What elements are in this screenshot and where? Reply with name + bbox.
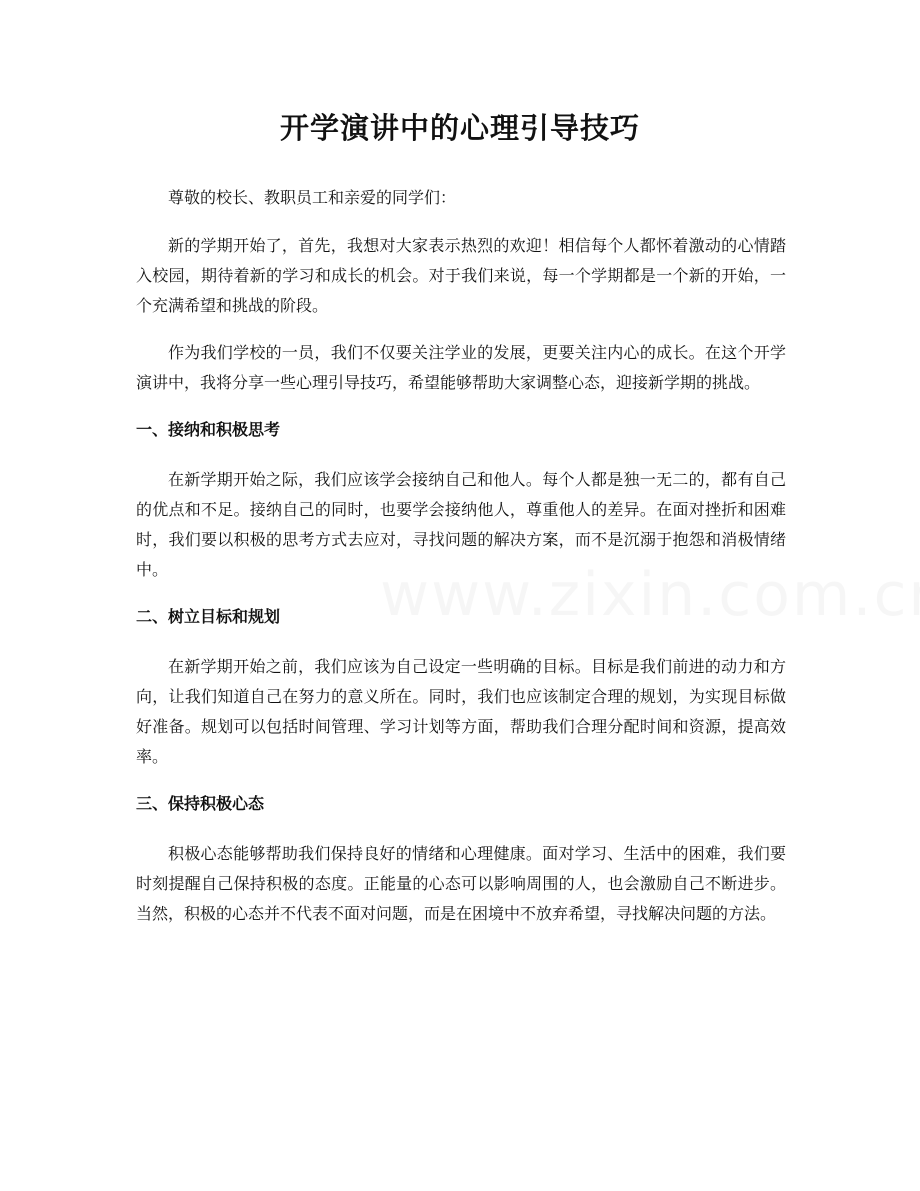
intro-paragraph: 作为我们学校的一员，我们不仅要关注学业的发展，更要关注内心的成长。在这个开学演讲中，我将分享一些心理引导技巧，希望能够帮助大家调整心态，迎接新学期的挑战。 [136,343,786,392]
document-title: 开学演讲中的心理引导技巧 [279,111,640,145]
section [136,415,786,585]
greeting: 尊敬的校长、教职员工和亲爱的同学们： [168,188,457,207]
section-paragraph: 积极心态能够帮助我们保持良好的情绪和心理健康。面对学习、生活中的困难，我们要时刻提醒自己保持积极的态度。正能量的心态可以影响周围的人，也会激励自己不断进步。当然，积极的心态并不代表不面对问题，而是在困境中不放弃希望，寻找解决问题的方法。 [136,844,786,923]
section [136,789,786,929]
section-paragraph: 在新学期开始之前，我们应该为自己设定一些明确的目标。目标是我们前进的动力和方向，让我们知道自己在努力的意义所在。同时，我们也应该制定合理的规划，为实现目标做好准备。规划可以包括时间管理、学习计划等方面，帮助我们合理分配时间和资源，提高效率。 [136,657,786,766]
intro-paragraph: 新的学期开始了，首先，我想对大家表示热烈的欢迎！相信每个人都怀着激动的心情踏入校园，期待着新的学习和成长的机会。对于我们来说，每一个学期都是一个新的开始，一个充满希望和挑战的阶段。 [136,236,786,315]
section-heading: 一、接纳和积极思考 [136,420,281,439]
section [136,602,786,772]
document-body [136,183,786,946]
section-paragraph: 在新学期开始之际，我们应该学会接纳自己和他人。每个人都是独一无二的，都有自己的优点和不足。接纳自己的同时，也要学会接纳他人，尊重他人的差异。在面对挫折和困难时，我们要以积极的思考方式去应对，寻找问题的解决方案，而不是沉溺于抱怨和消极情绪中。 [136,470,786,579]
section-heading: 三、保持积极心态 [136,794,265,813]
section-heading: 二、树立目标和规划 [136,607,281,626]
